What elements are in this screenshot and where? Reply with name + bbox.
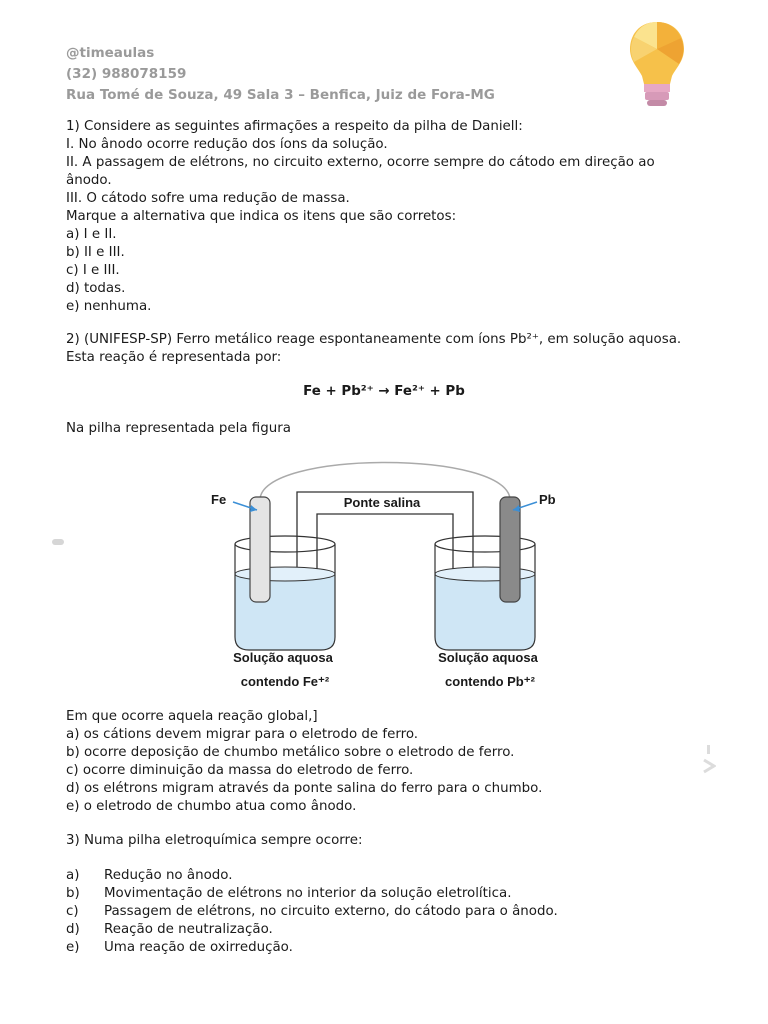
- question-2-intro: [66, 331, 716, 367]
- q3-option: c) Passagem de elétrons, no circuito externo, do cátodo para o ânodo.: [66, 904, 558, 919]
- q2-option: a) os cátions devem migrar para o eletrodo de ferro.: [66, 727, 419, 742]
- q2-line: Em que ocorre aquela reação global,]: [66, 709, 318, 724]
- q3-option: d) Reação de neutralização.: [66, 922, 273, 937]
- question-3-options: [66, 867, 716, 957]
- q2-option: b) ocorre deposição de chumbo metálico sobre o eletrodo de ferro.: [66, 745, 515, 760]
- q1-line: ânodo.: [66, 173, 112, 188]
- right-margin-watermark: [702, 742, 716, 776]
- q1-line: Marque a alternativa que indica os itens que são corretos:: [66, 209, 457, 224]
- q1-line: 1) Considere as seguintes afirmações a respeito da pilha de Daniell:: [66, 119, 523, 134]
- q2-intro-line: Esta reação é representada por:: [66, 350, 282, 365]
- figure-caption-text: Na pilha representada pela figura: [66, 421, 291, 436]
- fe-electrode: [250, 497, 270, 602]
- left-solution-line1: Solução aquosa: [233, 650, 333, 665]
- q3-option: a) Redução no ânodo.: [66, 868, 233, 883]
- left-margin-mark: [52, 539, 64, 545]
- q3-title: 3) Numa pilha eletroquímica sempre ocorre:: [66, 833, 363, 848]
- q1-line: II. A passagem de elétrons, no circuito externo, ocorre sempre do cátodo em direção ao: [66, 155, 655, 170]
- fe-label: Fe: [211, 492, 227, 507]
- galvanic-cell-figure: [205, 452, 575, 697]
- q1-option: e) nenhuma.: [66, 299, 152, 314]
- q2-intro-line: 2) (UNIFESP-SP) Ferro metálico reage espontaneamente com íons Pb²⁺, em solução aquosa.: [66, 332, 682, 347]
- bridge-label: Ponte salina: [343, 495, 421, 510]
- q3-option: e) Uma reação de oxirredução.: [66, 940, 293, 955]
- q1-line: I. No ânodo ocorre redução dos íons da solução.: [66, 137, 388, 152]
- q2-option: d) os elétrons migram através da ponte salina do ferro para o chumbo.: [66, 781, 543, 796]
- q3-option: b) Movimentação de elétrons no interior da solução eletrolítica.: [66, 886, 512, 901]
- q1-line: III. O cátodo sofre uma redução de massa.: [66, 191, 350, 206]
- header-handle: @timeaulas: [66, 45, 155, 61]
- pb-electrode: [500, 497, 520, 602]
- q1-option: c) I e III.: [66, 263, 120, 278]
- lightbulb-logo-icon: [626, 18, 688, 110]
- reaction-equation: Fe + Pb²⁺ → Fe²⁺ + Pb: [303, 384, 465, 399]
- q1-option: b) II e III.: [66, 245, 125, 260]
- header-phone: (32) 988078159: [66, 66, 187, 82]
- question-2-options: [66, 708, 716, 816]
- q1-option: d) todas.: [66, 281, 126, 296]
- figure-caption: [66, 420, 716, 438]
- question-1: [66, 118, 716, 316]
- right-solution-line1: Solução aquosa: [438, 650, 538, 665]
- header-address: Rua Tomé de Souza, 49 Sala 3 – Benfica, Juiz de Fora-MG: [66, 87, 495, 103]
- question-3: [66, 832, 716, 850]
- right-solution-line2: contendo Pb⁺²: [445, 674, 535, 689]
- header-contact: [66, 43, 495, 106]
- q1-option: a) I e II.: [66, 227, 117, 242]
- pb-label: Pb: [539, 492, 556, 507]
- left-solution-line2: contendo Fe⁺²: [240, 674, 330, 689]
- q2-option: e) o eletrodo de chumbo atua como ânodo.: [66, 799, 357, 814]
- q2-option: c) ocorre diminuição da massa do eletrodo de ferro.: [66, 763, 414, 778]
